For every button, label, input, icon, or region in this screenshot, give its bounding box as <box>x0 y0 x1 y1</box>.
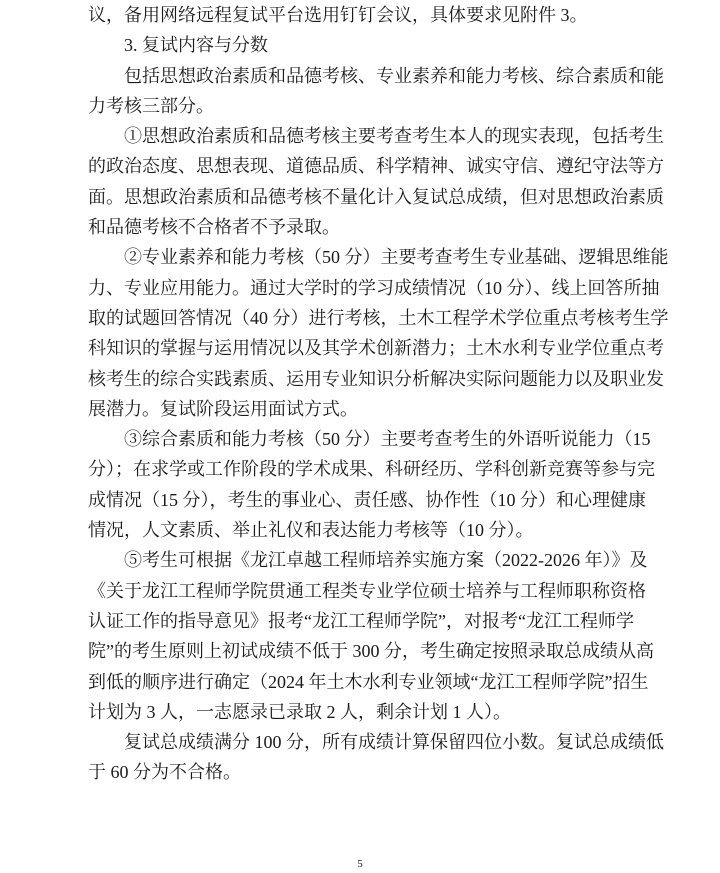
text-line: 《关于龙江工程师学院贯通工程类专业学位硕士培养与工程师职称资格 <box>88 580 646 601</box>
text-line: ②专业素养和能力考核（50 分）主要考查考生专业基础、逻辑思维能 <box>124 247 669 268</box>
text-line: 力考核三部分。 <box>88 95 214 116</box>
page-number: 5 <box>357 858 363 870</box>
text-line: 计划为 3 人，一志愿录已录取 2 人，剩余计划 1 人）。 <box>88 701 511 722</box>
text-line: 的政治态度、思想表现、道德品质、科学精神、诚实守信、遵纪守法等方 <box>88 156 664 177</box>
text-line: 力、专业应用能力。通过大学时的学习成绩情况（10 分）、线上回答所抽 <box>88 277 660 298</box>
text-line: 到低的顺序进行确定（2024 年土木水利专业领域“龙江工程师学院”招生 <box>88 671 649 692</box>
text-line: 和品德考核不合格者不予录取。 <box>88 217 340 238</box>
text-line: 核考生的综合实践素质、运用专业知识分析解决实际问题能力以及职业发 <box>88 368 664 389</box>
text-line: 议，备用网络远程复试平台选用钉钉会议，具体要求见附件 3。 <box>88 5 588 25</box>
text-line: 取的试题回答情况（40 分）进行考核，土木工程学术学位重点考核考生学 <box>88 307 669 328</box>
text-line: 科知识的掌握与运用情况以及其学术创新潜力；土木水利专业学位重点考 <box>88 338 664 359</box>
text-line: 复试总成绩满分 100 分，所有成绩计算保留四位小数。复试总成绩低 <box>124 732 664 753</box>
text-line: 3. 复试内容与分数 <box>124 35 268 56</box>
text-line: 包括思想政治素质和品德考核、专业素养和能力考核、综合素质和能 <box>124 65 664 86</box>
text-line: 分）；在求学或工作阶段的学术成果、科研经历、学科创新竞赛等参与完 <box>88 459 655 480</box>
text-line: ①思想政治素质和品德考核主要考查考生本人的现实表现，包括考生 <box>124 126 664 147</box>
text-line: 展潜力。复试阶段运用面试方式。 <box>88 398 358 419</box>
text-line: 于 60 分为不合格。 <box>88 762 241 783</box>
text-line: ③综合素质和能力考核（50 分）主要考查考生的外语听说能力（15 <box>124 429 651 450</box>
text-line: 认证工作的指导意见》报考“龙江工程师学院”，对报考“龙江工程师学 <box>88 610 634 631</box>
text-line: 面。思想政治素质和品德考核不量化计入复试总成绩，但对思想政治素质 <box>88 186 664 207</box>
text-line: ⑤考生可根据《龙江卓越工程师培养实施方案（2022-2026 年）》及 <box>124 550 648 571</box>
body-text <box>88 0 669 788</box>
text-line: 成情况（15 分），考生的事业心、责任感、协作性（10 分）和心理健康 <box>88 489 646 510</box>
text-line: 院”的考生原则上初试成绩不低于 300 分，考生确定按照录取总成绩从高 <box>88 641 654 662</box>
text-line: 情况，人文素质、举止礼仪和表达能力考核等（10 分）。 <box>88 520 534 541</box>
